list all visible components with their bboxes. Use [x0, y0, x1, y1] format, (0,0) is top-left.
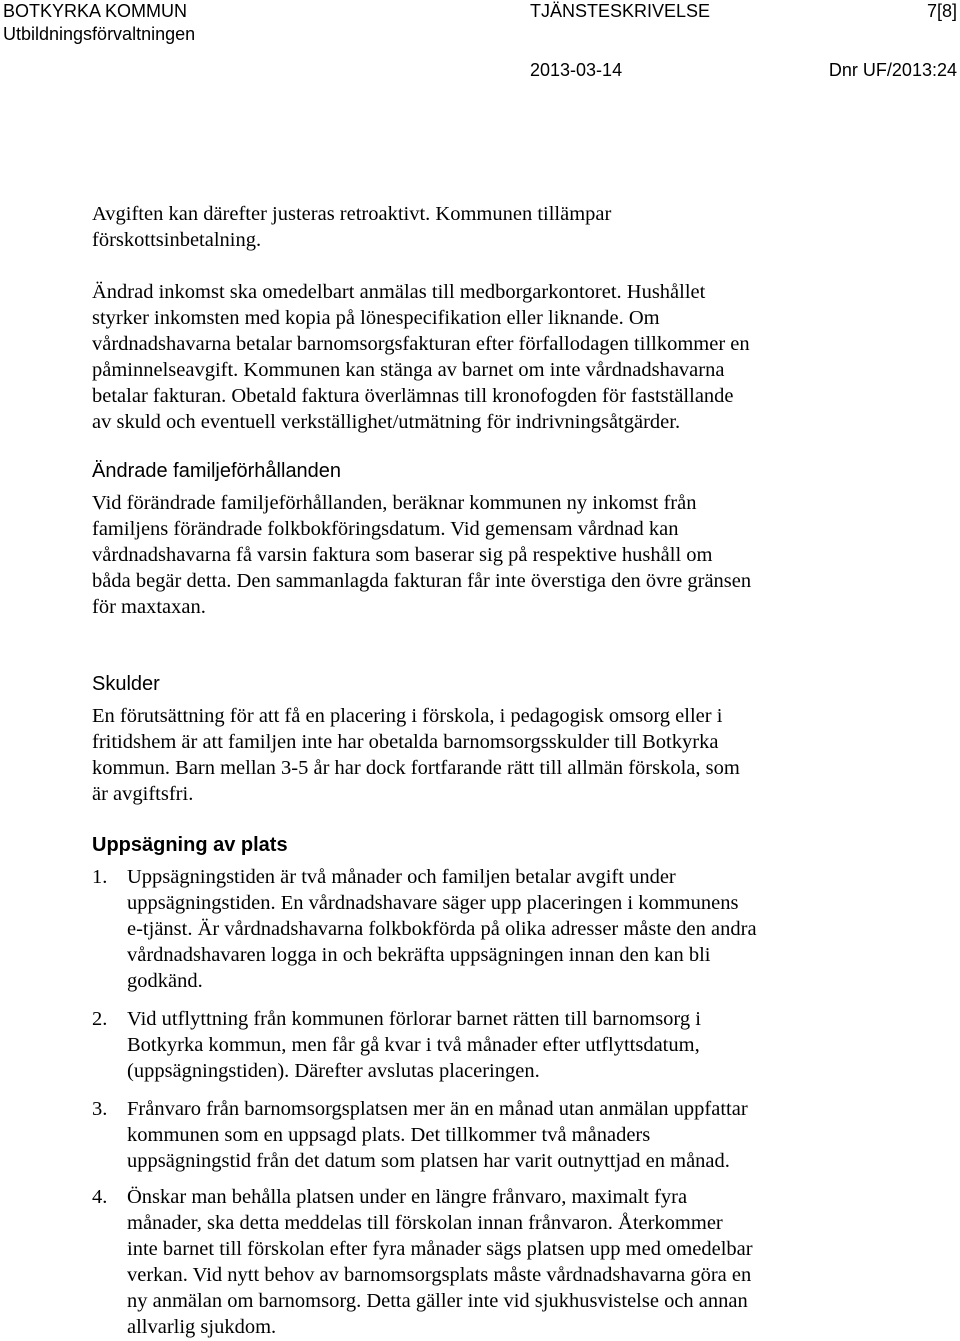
document-date: 2013-03-14 — [530, 60, 623, 80]
section-heading: Uppsägning av plats — [92, 834, 288, 856]
document-type: TJÄNSTESKRIVELSE — [530, 1, 711, 21]
page-number: 7[8] — [926, 1, 957, 21]
list-item-line: allvarlig sjukdom. — [127, 1316, 277, 1338]
section-heading: Skulder — [92, 673, 160, 695]
list-item-line: kommunen som en uppsagd plats. Det tillkommer två månaders — [127, 1124, 651, 1146]
body-line: vårdnadshavarna få varsin faktura som baserar sig på respektive hushåll om — [92, 544, 713, 566]
body-line: förskottsinbetalning. — [92, 229, 262, 251]
list-item-line: Frånvaro från barnomsorgsplatsen mer än en månad utan anmälan uppfattar — [127, 1098, 748, 1120]
body-line: Vid förändrade familjeförhållanden, beräknar kommunen ny inkomst från — [92, 492, 697, 514]
list-item-line: uppsägningstiden. En vårdnadshavare säger upp placeringen i kommunens — [127, 892, 739, 914]
list-item-line: Önskar man behålla platsen under en längre frånvaro, maximalt fyra — [127, 1186, 688, 1208]
list-item-number: 4. — [92, 1186, 108, 1208]
list-item-line: Botkyrka kommun, men får gå kvar i två månader efter utflyttsdatum, — [127, 1034, 700, 1056]
org-name: BOTKYRKA KOMMUN — [3, 1, 188, 21]
list-item-number: 2. — [92, 1008, 108, 1030]
body-line: påminnelseavgift. Kommunen kan stänga av barnet om inte vårdnadshavarna — [92, 359, 725, 381]
list-item-line: verkan. Vid nytt behov av barnomsorgsplats måste vårdnadshavarna göra en — [127, 1264, 752, 1286]
body-line: styrker inkomsten med kopia på lönespecifikation eller liknande. Om — [92, 307, 660, 329]
list-item-line: vårdnadshavaren logga in och bekräfta uppsägningen innan den kan bli — [127, 944, 711, 966]
body-line: vårdnadshavarna betalar barnomsorgsfakturan efter förfallodagen tillkommer en — [92, 333, 750, 355]
list-item-line: månader, ska detta meddelas till förskolan innan frånvaron. Återkommer — [127, 1212, 723, 1234]
body-line: båda begär detta. Den sammanlagda fakturan får inte överstiga den övre gränsen — [92, 570, 752, 592]
body-line: för maxtaxan. — [92, 596, 206, 618]
body-line: Ändrad inkomst ska omedelbart anmälas till medborgarkontoret. Hushållet — [92, 281, 706, 303]
list-item-line: ny anmälan om barnomsorg. Detta gäller inte vid sjukhusvistelse och annan — [127, 1290, 748, 1312]
body-line: En förutsättning för att få en placering i förskola, i pedagogisk omsorg eller i — [92, 705, 723, 727]
body-line: betalar fakturan. Obetald faktura överlämnas till kronofogden för fastställande — [92, 385, 734, 407]
department-name: Utbildningsförvaltningen — [3, 24, 196, 44]
list-item-number: 3. — [92, 1098, 108, 1120]
list-item-line: Uppsägningstiden är två månader och familjen betalar avgift under — [127, 866, 676, 888]
body-line: Avgiften kan därefter justeras retroaktivt. Kommunen tillämpar — [92, 203, 612, 225]
body-line: familjens förändrade folkbokföringsdatum. Vid gemensam vårdnad kan — [92, 518, 679, 540]
list-item-number: 1. — [92, 866, 108, 888]
body-line: är avgiftsfri. — [92, 783, 194, 805]
list-item-line: inte barnet till förskolan efter fyra månader sägs platsen upp med omedelbar — [127, 1238, 753, 1260]
list-item-line: (uppsägningstiden). Därefter avslutas placeringen. — [127, 1060, 540, 1082]
list-item-line: Vid utflyttning från kommunen förlorar barnet rätten till barnomsorg i — [127, 1008, 701, 1030]
list-item-line: godkänd. — [127, 970, 203, 992]
section-heading: Ändrade familjeförhållanden — [92, 460, 342, 482]
body-line: fritidshem är att familjen inte har obetalda barnomsorgsskulder till Botkyrka — [92, 731, 719, 753]
body-line: kommun. Barn mellan 3-5 år har dock fortfarande rätt till allmän förskola, som — [92, 757, 740, 779]
list-item-line: e-tjänst. Är vårdnadshavarna folkbokförda på olika adresser måste den andra — [127, 918, 757, 940]
body-line: av skuld och eventuell verkställighet/utmätning för indrivningsåtgärder. — [92, 411, 681, 433]
list-item-line: uppsägningstid från det datum som platsen har varit outnyttjad en månad. — [127, 1150, 730, 1172]
document-reference-number: Dnr UF/2013:24 — [828, 60, 957, 80]
